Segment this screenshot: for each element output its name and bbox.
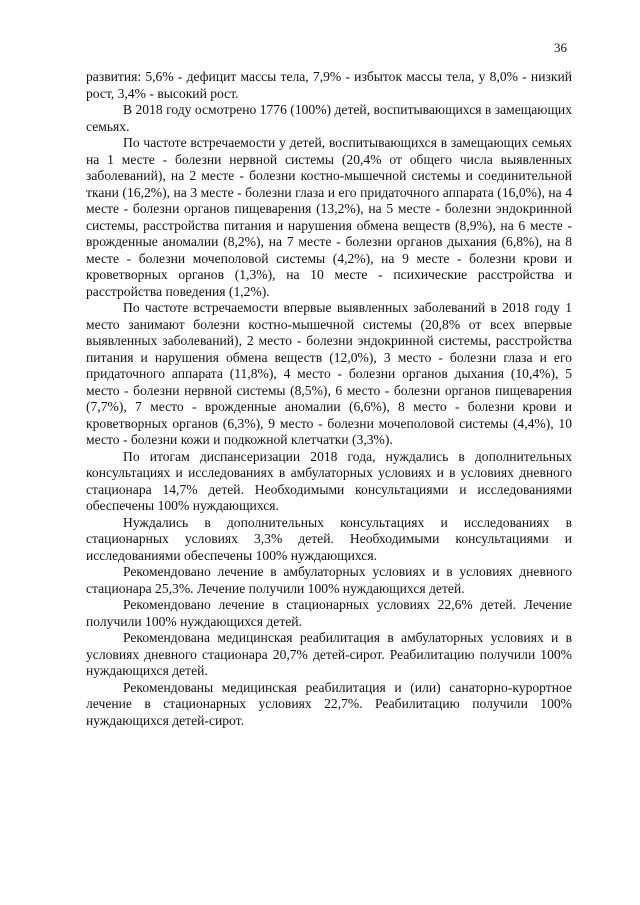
paragraph-new-disease-ranking: По частоте встречаемости впервые выявленных заболеваний в 2018 году 1 место занимают болезни костно-мышечной системы (20,8% от всех впервые выявленных заболеваний), 2 место - болезни эндокринной системы, расстройства питания и нарушения обмена веществ (12,0%), 3 место - болезни глаза и его придаточного аппарата (11,8%), 4 место - болезни органов дыхания (10,4%), 5 место - болезни нервной системы (8,5%), 6 место - болезни органов пищеварения (7,7%), 7 место - врожденные аномалии (6,6%), 8 место - болезни крови и кроветворных органов (6,3%), 9 место - болезни мочеполовой системы (4,4%), 10 место - болезни кожи и подкожной клетчатки (3,3%). <box>86 300 572 447</box>
paragraph-disease-ranking: По частоте встречаемости у детей, воспитывающихся в замещающих семьях на 1 месте - болезни нервной системы (20,4% от общего числа выявленных заболеваний), на 2 месте - болезни костно-мышечной системы и соединительной ткани (16,2%), на 3 месте - болезни глаза и его придаточного аппарата (16,0%), на 4 месте - болезни органов пищеварения (13,2%), на 5 месте - болезни эндокринной системы, расстройства питания и нарушения обмена веществ (8,9%), на 6 месте - врожденные аномалии (8,2%), на 7 месте - болезни органов дыхания (6,8%), на 8 месте - болезни мочеполовой системы (4,2%), на 9 месте - болезни крови и кроветворных органов (1,3%), на 10 месте - психические расстройства и расстройства поведения (1,2%). <box>86 135 572 299</box>
paragraph-outpatient-rehabilitation: Рекомендована медицинская реабилитация в амбулаторных условиях и в условиях дневного стационара 20,7% детей-сирот. Реабилитацию получили 100% нуждающихся детей. <box>86 630 572 678</box>
document-body <box>86 69 572 729</box>
paragraph-outpatient-treatment: Рекомендовано лечение в амбулаторных условиях и в условиях дневного стационара 25,3%. Лечение получили 100% нуждающихся детей. <box>86 564 572 596</box>
page-number: 36 <box>554 40 567 55</box>
paragraph-examined-count: В 2018 году осмотрено 1776 (100%) детей, воспитывающихся в замещающих семьях. <box>86 102 572 134</box>
paragraph-inpatient-consultations: Нуждались в дополнительных консультациях и исследованиях в стационарных условиях 3,3% детей. Необходимыми консультациями и исследованиями обеспечены 100% нуждающихся. <box>86 514 572 563</box>
paragraph-continuation: развития: 5,6% - дефицит массы тела, 7,9% - избыток массы тела, у 8,0% - низкий рост, 3,4% - высокий рост. <box>86 69 572 101</box>
paragraph-inpatient-treatment: Рекомендовано лечение в стационарных условиях 22,6% детей. Лечение получили 100% нуждающихся детей. <box>86 597 572 629</box>
paragraph-inpatient-rehabilitation: Рекомендованы медицинская реабилитация и (или) санаторно-курортное лечение в стационарных условиях 22,7%. Реабилитацию получили 100% нуждающихся детей-сирот. <box>86 679 572 728</box>
paragraph-outpatient-consultations: По итогам диспансеризации 2018 года, нуждались в дополнительных консультациях и исследованиях в амбулаторных условиях и в условиях дневного стационара 14,7% детей. Необходимыми консультациями и исследованиями обеспечены 100% нуждающихся. <box>86 448 572 513</box>
